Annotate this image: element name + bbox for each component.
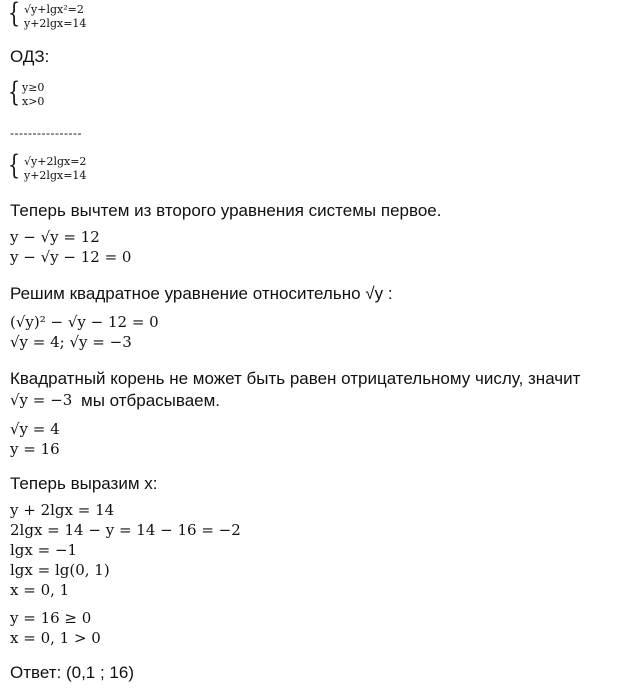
inline-math: √y = −3 bbox=[10, 391, 73, 409]
step-text-subtract: Теперь вычтем из второго уравнения системы первое. bbox=[10, 201, 442, 220]
step-text-root: Квадратный корень не может быть равен отрицательному числу, значит bbox=[10, 369, 581, 388]
system2-brace: { bbox=[8, 150, 21, 181]
calc-line: y + 2lgx = 14 bbox=[10, 501, 115, 519]
system1-equation-2: y+2lgx=14 bbox=[24, 17, 87, 30]
calc-line: lgx = −1 bbox=[10, 541, 78, 559]
calc-line: √y = 4; √y = −3 bbox=[10, 333, 132, 351]
calc-line: x = 0, 1 bbox=[10, 581, 70, 599]
calc-line: lgx = lg(0, 1) bbox=[10, 561, 110, 579]
calc-line: √y = 4 bbox=[10, 420, 60, 438]
calc-line: 2lgx = 14 − y = 14 − 16 = −2 bbox=[10, 521, 241, 539]
system2-equation-1: √y+2lgx=2 bbox=[24, 155, 87, 168]
answer: Ответ: (0,1 ; 16) bbox=[10, 663, 135, 682]
system2-equation-2: y+2lgx=14 bbox=[24, 169, 87, 182]
odz-brace: { bbox=[8, 77, 21, 108]
separator: ---------------- bbox=[10, 126, 82, 140]
calc-line: y − √y − 12 = 0 bbox=[10, 248, 132, 266]
step-text-root-end: мы отбрасываем. bbox=[81, 391, 221, 410]
step-text-quadratic: Решим квадратное уравнение относительно √y : bbox=[10, 284, 393, 303]
odz-label: ОДЗ: bbox=[10, 47, 50, 66]
calc-line: y − √y = 12 bbox=[10, 228, 100, 246]
check-line: y = 16 ≥ 0 bbox=[10, 609, 92, 627]
check-line: x = 0, 1 > 0 bbox=[10, 629, 101, 647]
calc-line: y = 16 bbox=[10, 440, 60, 458]
calc-line: (√y)² − √y − 12 = 0 bbox=[10, 313, 159, 331]
system-brace: { bbox=[8, 0, 21, 29]
odz-condition-1: y≥0 bbox=[22, 81, 45, 94]
step-text-express-x: Теперь выразим x: bbox=[10, 474, 158, 493]
odz-condition-2: x>0 bbox=[22, 95, 45, 108]
system1-equation-1: √y+lgx²=2 bbox=[24, 3, 84, 16]
